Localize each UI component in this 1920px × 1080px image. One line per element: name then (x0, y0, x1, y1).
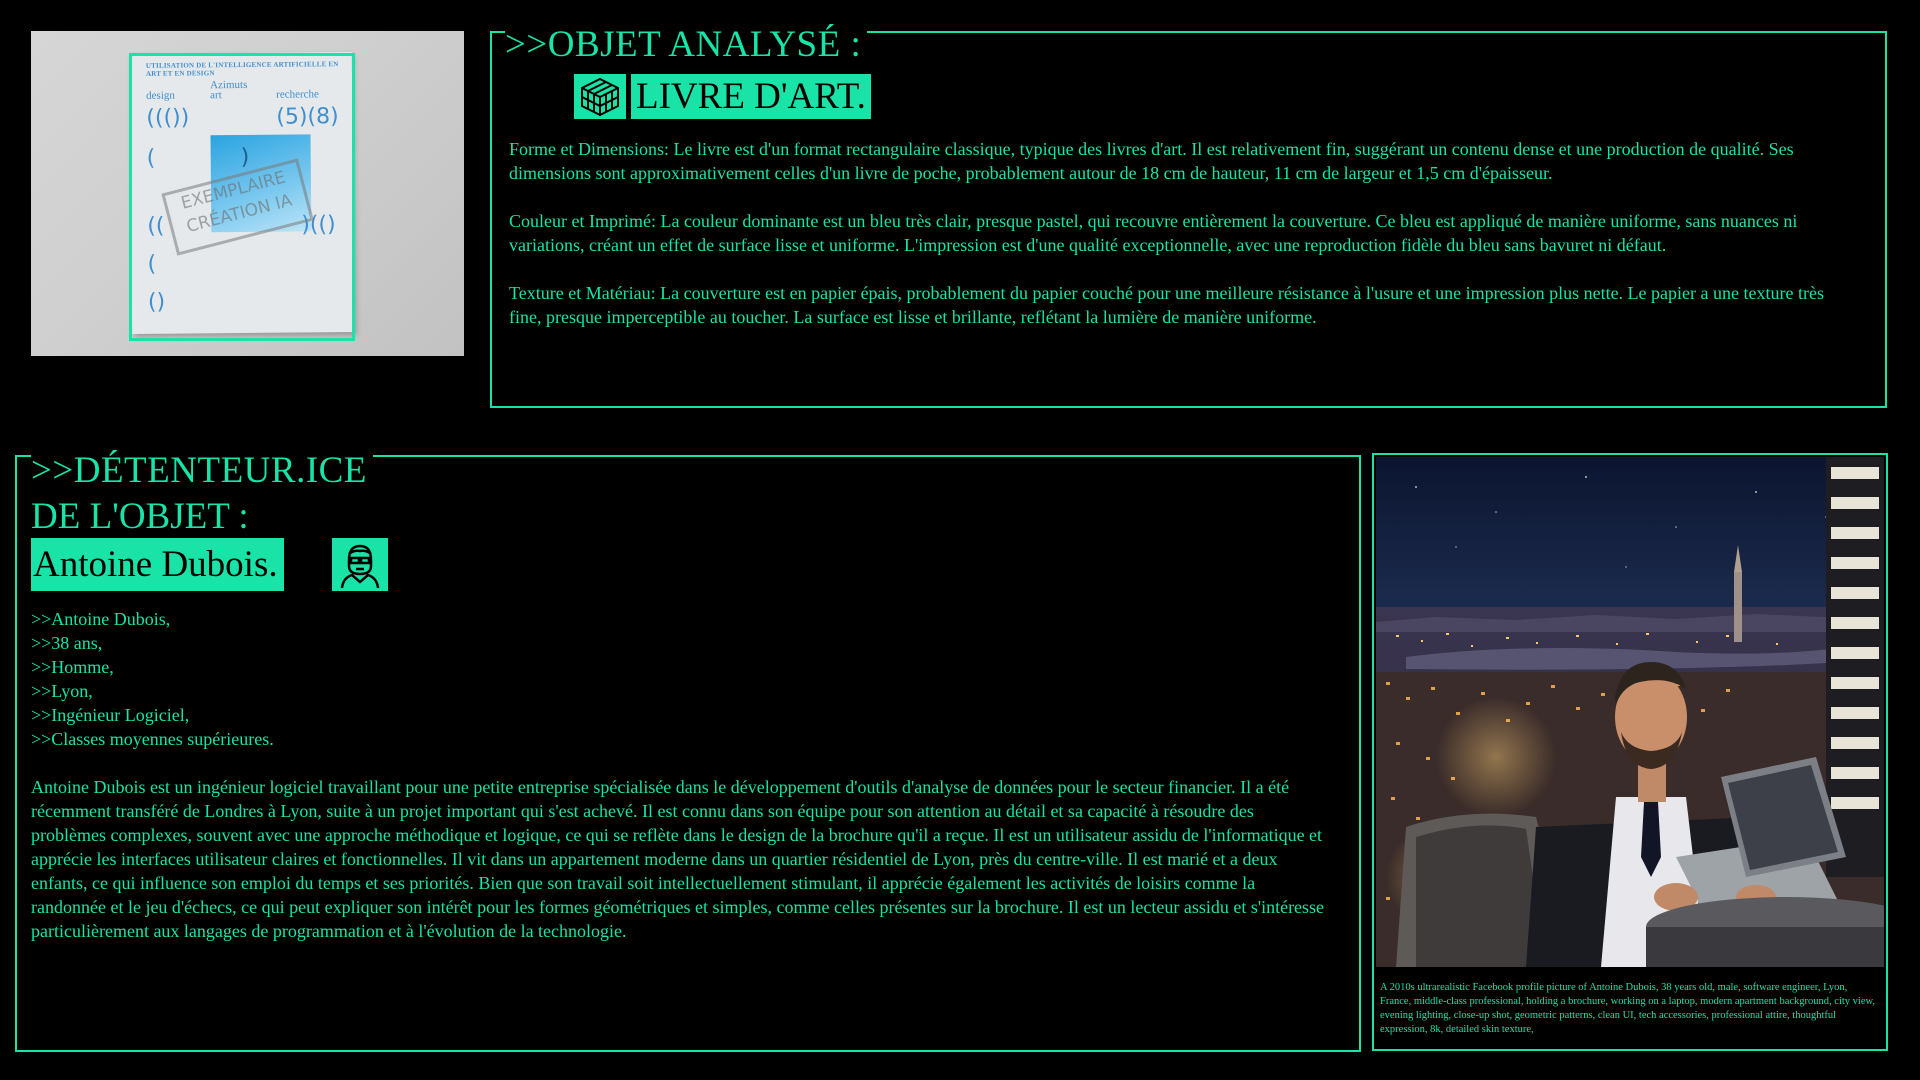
object-description-paragraph: Forme et Dimensions: Le livre est d'un format rectangulaire classique, typique des livres d'art. Il est relativement fin, suggérant un contenu dense et une production de qualité. Ses dimensions sont approximativement celles d'un livre de poche, probablement autour de 18 cm de hauteur, 11 cm de largeur et 1,5 cm d'épaisseur. (509, 139, 1794, 183)
book-mark: () (147, 289, 166, 315)
book-stamp: EXEMPLAIRE CRÉATION IA (161, 158, 314, 255)
book-label: art (210, 89, 222, 102)
book-mark: ( (147, 251, 157, 277)
owner-fact: >>Lyon, (31, 681, 93, 701)
owner-panel-title: >>DÉTENTEUR.ICE (31, 448, 373, 494)
book-label: recherche (276, 88, 319, 101)
object-description-paragraph: Texture et Matériau: La couverture est en papier épais, probablement du papier couché pour une meilleure résistance à l'usure et une impression plus nette. Le papier a une texture très fine, presque imperceptible au toucher. La surface est lisse et brillante, reflétant la lumière de manière uniforme. (509, 283, 1824, 327)
owner-fact: >>38 ans, (31, 633, 103, 653)
book-mark: (5)(8) (276, 104, 339, 130)
cube-icon (574, 74, 626, 119)
book-header: UTILISATION DE L'INTELLIGENCE ARTIFICIELLE EN ART ET EN DESIGN (145, 60, 339, 78)
detection-box (129, 53, 355, 341)
object-description-paragraph: Couleur et Imprimé: La couleur dominante est un bleu très clair, presque pastel, qui recouvre entièrement la couverture. Ce bleu est appliqué de manière uniforme, sans nuances ni variations, créant un effet de surface lisse et uniforme. L'impression est d'une qualité exceptionnelle, avec une reproduction fidèle du bleu sans bavuret ni défaut. (509, 211, 1798, 255)
owner-fact: >>Classes moyennes supérieures. (31, 729, 274, 749)
owner-fact: >>Ingénieur Logiciel, (31, 705, 190, 725)
book-mark: ) (240, 144, 250, 171)
book-mark: ( (146, 145, 156, 171)
book-mark: )(() (301, 212, 336, 238)
book-subtitle: Azimuts (210, 78, 248, 92)
owner-facts (31, 607, 274, 751)
object-panel-title: >>OBJET ANALYSÉ : (505, 25, 867, 65)
owner-fact: >>Antoine Dubois, (31, 609, 171, 629)
owner-biography: Antoine Dubois est un ingénieur logiciel travaillant pour une petite entreprise spécialisée dans le développement d'outils d'analyse de données pour le secteur financier. Il a été récemment transféré de Londres à Lyon, suite à un projet important qui s'est achevé. Il est connu dans son équipe pour son attention au détail et sa capacité à résoudre des problèmes complexes, souvent avec une approche méthodique et logique, ce qui se reflète dans le design de la brochure qu'il a reçue. Il est un utilisateur assidu de l'informatique et apprécie les interfaces utilisateur claires et fonctionnelles. Il vit dans un appartement moderne dans un quartier résidentiel de Lyon, près du centre-ville. Il est marié et a deux enfants, ce qui influence son emploi du temps et ses priorités. Bien que son travail soit intellectuellement stimulant, il apprécie également les activités de loisirs comme la randonnée et le jeu d'échecs, ce qui peut expliquer son intérêt pour les formes géométriques et simples, comme celles présentes sur la brochure. Il est un lecteur assidu et s'intéresse particulièrement aux langages de programmation et à l'évolution de la technologie. (31, 777, 1325, 941)
portrait-image (1376, 457, 1884, 967)
owner-fact: >>Homme, (31, 657, 114, 677)
book-mark: ((()) (146, 105, 190, 131)
book-mark: (( (147, 213, 165, 239)
object-type-tag: LIVRE D'ART. (631, 74, 871, 119)
book-label: design (146, 89, 175, 102)
owner-panel-subtitle: DE L'OBJET : (31, 496, 249, 537)
portrait-caption: A 2010s ultrarealistic Facebook profile picture of Antoine Dubois, 38 years old, male, software engineer, Lyon, France, middle-class professional, holding a brochure, working on a laptop, modern apartment background, city view, evening lighting, close-up shot, geometric patterns, clean UI, tech accessories, professional attire, thoughtful expression, 8k, detailed skin texture, (1380, 982, 1876, 1035)
avatar-icon (332, 538, 388, 591)
object-description (509, 137, 1854, 353)
owner-name-tag: Antoine Dubois. (31, 538, 284, 591)
